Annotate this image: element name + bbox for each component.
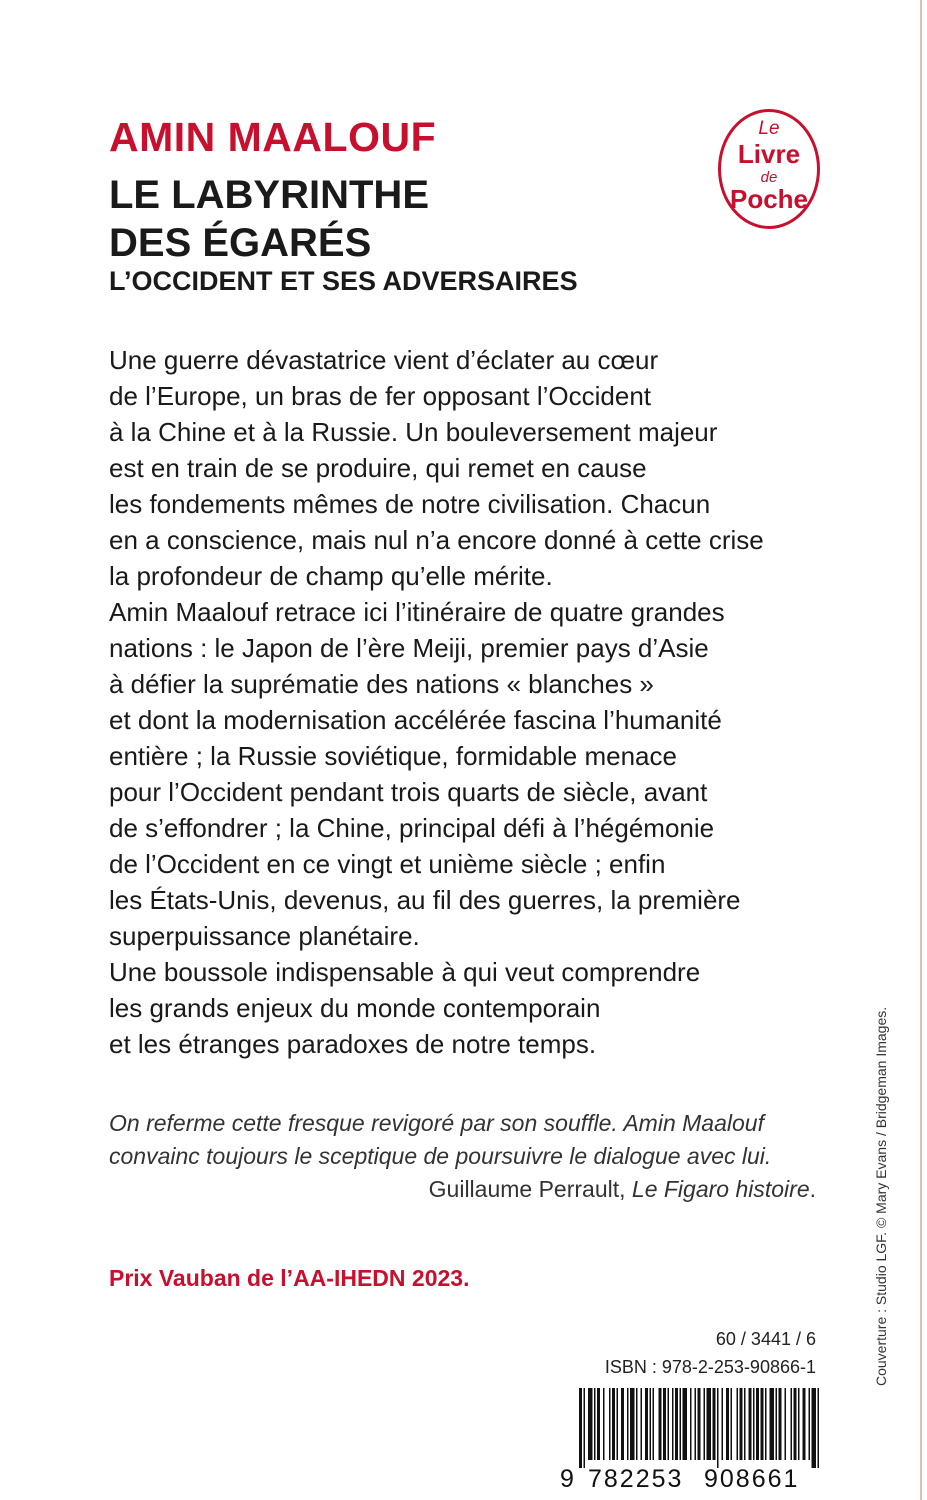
barcode-bar bbox=[761, 1388, 764, 1460]
blurb-line: pour l’Occident pendant trois quarts de siècle, avant bbox=[109, 777, 708, 807]
barcode-bar bbox=[798, 1388, 800, 1460]
quote-attribution-end: . bbox=[809, 1176, 816, 1202]
barcode-bar bbox=[603, 1388, 605, 1460]
title-line-2: DES ÉGARÉS bbox=[109, 221, 372, 265]
catalog-number: 60 / 3441 / 6 bbox=[715, 1329, 816, 1349]
blurb-line: les fondements mêmes de notre civilisation. Chacun bbox=[109, 489, 711, 519]
blurb-line: de l’Europe, un bras de fer opposant l’Occident bbox=[109, 381, 652, 411]
barcode-bar bbox=[636, 1388, 638, 1460]
catalog-codes bbox=[560, 1325, 816, 1381]
barcode-bar bbox=[740, 1388, 743, 1460]
cover-credit: Couverture : Studio LGF. © Mary Evans / Bridgeman Images. bbox=[873, 1006, 889, 1386]
blurb-line: et les étranges paradoxes de notre temps. bbox=[109, 1029, 597, 1059]
barcode-bar bbox=[717, 1388, 719, 1468]
blurb-line: de s’effondrer ; la Chine, principal défi à l’hégémonie bbox=[109, 813, 715, 843]
barcode-bar bbox=[776, 1388, 778, 1460]
blurb-line: Une boussole indispensable à qui veut comprendre bbox=[109, 957, 701, 987]
barcode-bar bbox=[683, 1388, 688, 1460]
barcode-bar bbox=[668, 1388, 670, 1460]
barcode-bar bbox=[704, 1388, 706, 1460]
blurb-line: les grands enjeux du monde contemporain bbox=[109, 993, 601, 1023]
barcode-bar bbox=[812, 1388, 817, 1468]
barcode-bar bbox=[791, 1388, 793, 1460]
barcode-bar bbox=[818, 1388, 820, 1468]
page-edge-line bbox=[920, 0, 922, 1500]
barcode-bar bbox=[753, 1388, 755, 1460]
barcode-bar bbox=[803, 1388, 806, 1460]
blurb-line: de l’Occident en ce vingt et unième siècle ; enfin bbox=[109, 849, 666, 879]
barcode-bar bbox=[707, 1388, 712, 1460]
barcode-bar bbox=[653, 1388, 655, 1460]
barcode-bar bbox=[809, 1388, 811, 1460]
blurb-line: superpuissance planétaire. bbox=[109, 921, 420, 951]
blurb-line: nations : le Japon de l’ère Meiji, premier pays d’Asie bbox=[109, 633, 709, 663]
barcode-bar bbox=[609, 1388, 611, 1460]
barcode-bar bbox=[597, 1388, 600, 1460]
barcode-bar bbox=[588, 1388, 593, 1460]
logo-text-poche: Poche bbox=[729, 184, 809, 214]
barcode-bar bbox=[794, 1388, 797, 1460]
book-subtitle: L’OCCIDENT ET SES ADVERSAIRES bbox=[109, 266, 578, 296]
blurb-line: est en train de se produire, qui remet en cause bbox=[109, 453, 647, 483]
barcode-bar bbox=[612, 1388, 615, 1460]
blurb-line: la profondeur de champ qu’elle mérite. bbox=[109, 561, 553, 591]
blurb-line: Amin Maalouf retrace ici l’itinéraire de quatre grandes bbox=[109, 597, 725, 627]
quote-author: Guillaume Perrault, bbox=[428, 1176, 632, 1202]
barcode-group-right: 908661 bbox=[704, 1465, 800, 1493]
barcode-bar bbox=[584, 1388, 586, 1468]
barcode-bar bbox=[785, 1388, 787, 1460]
prize-award: Prix Vauban de l’AA-IHEDN 2023. bbox=[109, 1265, 470, 1291]
barcode-bar bbox=[765, 1388, 767, 1460]
blurb-text bbox=[109, 342, 849, 1062]
barcode-bar bbox=[726, 1388, 729, 1460]
barcode-bar bbox=[594, 1388, 596, 1460]
barcode-bar bbox=[713, 1388, 716, 1460]
logo-text-livre: Livre bbox=[737, 139, 801, 169]
press-quote bbox=[109, 1107, 816, 1206]
quote-attribution bbox=[109, 1173, 816, 1206]
barcode-bar bbox=[690, 1388, 692, 1460]
barcode-bar bbox=[731, 1388, 733, 1460]
blurb-line: entière ; la Russie soviétique, formidable menace bbox=[109, 741, 677, 771]
barcode-group-left: 782253 bbox=[588, 1465, 684, 1493]
barcode-bar bbox=[617, 1388, 619, 1460]
barcode-bar bbox=[737, 1388, 739, 1460]
logo-text-de: de bbox=[760, 169, 778, 186]
barcode-bar bbox=[630, 1388, 635, 1460]
barcode-bar bbox=[659, 1388, 662, 1460]
barcode-digit-first: 9 bbox=[560, 1465, 574, 1493]
isbn-number: ISBN : 978-2-253-90866-1 bbox=[604, 1357, 816, 1377]
barcode-bar bbox=[749, 1388, 752, 1460]
barcode-bar bbox=[695, 1388, 697, 1460]
blurb-line: à défier la suprématie des nations « blanches » bbox=[109, 669, 654, 699]
barcode-bar bbox=[627, 1388, 629, 1460]
barcode-bar bbox=[675, 1388, 678, 1460]
barcode-bar bbox=[621, 1388, 624, 1460]
barcode-bar bbox=[779, 1388, 782, 1460]
logo-text-le: Le bbox=[758, 118, 780, 139]
barcode-bar bbox=[744, 1388, 746, 1460]
author-name: AMIN MAALOUF bbox=[109, 114, 437, 160]
quote-line-2: convainc toujours le sceptique de poursuivre le dialogue avec lui. bbox=[109, 1143, 772, 1169]
quote-source: Le Figaro histoire bbox=[631, 1176, 810, 1202]
publisher-logo bbox=[718, 109, 820, 229]
barcode-bar bbox=[663, 1388, 666, 1460]
title-line-1: LE LABYRINTHE bbox=[109, 173, 429, 217]
barcode-bar bbox=[672, 1388, 674, 1460]
barcode-bar bbox=[756, 1388, 759, 1460]
quote-line-1: On referme cette fresque revigoré par son souffle. Amin Maalouf bbox=[109, 1110, 764, 1136]
blurb-line: en a conscience, mais nul n’a encore donné à cette crise bbox=[109, 525, 764, 555]
barcode-bar bbox=[698, 1388, 701, 1460]
blurb-line: Une guerre dévastatrice vient d’éclater au cœur bbox=[109, 345, 659, 375]
barcode-bar bbox=[770, 1388, 775, 1460]
blurb-line: et dont la modernisation accélérée fascina l’humanité bbox=[109, 705, 722, 735]
blurb-line: les États-Unis, devenus, au fil des guerres, la première bbox=[109, 885, 741, 915]
barcode-image bbox=[579, 1388, 819, 1468]
barcode-bar bbox=[722, 1388, 724, 1460]
book-title bbox=[109, 171, 429, 267]
blurb-line: à la Chine et à la Russie. Un bouleversement majeur bbox=[109, 417, 718, 447]
barcode-bar bbox=[579, 1388, 582, 1468]
barcode-bar bbox=[645, 1388, 648, 1460]
barcode-bar bbox=[680, 1388, 682, 1460]
barcode-bar bbox=[650, 1388, 652, 1460]
barcode-bar bbox=[641, 1388, 643, 1460]
